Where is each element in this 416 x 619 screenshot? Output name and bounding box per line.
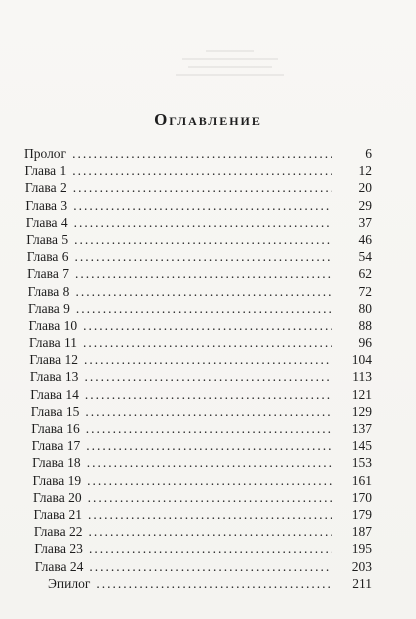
toc-leader-dots xyxy=(84,368,332,385)
toc-entry-page: 88 xyxy=(358,317,372,333)
toc-entry-label: Глава 5 xyxy=(26,231,69,247)
table-of-contents xyxy=(24,145,372,592)
toc-entry-page: 121 xyxy=(351,386,372,402)
toc-entry-page: 104 xyxy=(351,352,372,368)
toc-entry-page: 80 xyxy=(358,300,372,316)
toc-entry xyxy=(24,351,372,368)
toc-leader-dots xyxy=(86,437,332,454)
toc-entry-label: Глава 9 xyxy=(28,300,70,316)
toc-entry-page: 37 xyxy=(358,214,372,230)
toc-entry-label: Глава 19 xyxy=(32,472,82,488)
toc-entry-page: 46 xyxy=(358,231,372,247)
toc-entry-page: 137 xyxy=(351,421,372,436)
toc-leader-dots xyxy=(89,558,332,575)
toc-leader-dots xyxy=(88,523,332,540)
toc-entry-page: 29 xyxy=(358,197,372,213)
toc-entry-page: 170 xyxy=(351,489,372,505)
toc-leader-dots xyxy=(72,145,332,162)
page-title: Оглавление xyxy=(154,110,262,129)
toc-leader-dots xyxy=(85,386,332,403)
toc-entry xyxy=(24,334,372,351)
toc-entry xyxy=(24,472,372,489)
toc-leader-dots xyxy=(87,472,332,489)
toc-leader-dots xyxy=(87,454,332,471)
toc-entry-page: 211 xyxy=(352,575,372,591)
toc-entry xyxy=(24,317,372,334)
bleed-through-text xyxy=(170,50,290,82)
toc-entry xyxy=(24,489,372,506)
toc-entry xyxy=(24,506,372,523)
toc-leader-dots xyxy=(73,179,332,196)
toc-entry-label: Глава 18 xyxy=(32,455,81,471)
toc-leader-dots xyxy=(83,317,332,334)
toc-entry-page: 72 xyxy=(358,283,372,299)
toc-entry-page: 195 xyxy=(351,541,372,557)
toc-entry-label: Глава 12 xyxy=(29,352,78,368)
toc-leader-dots xyxy=(76,300,332,317)
toc-entry xyxy=(24,575,372,592)
toc-entry-label: Глава 4 xyxy=(25,214,68,230)
toc-entry-page: 203 xyxy=(351,558,372,574)
toc-entry-label: Глава 16 xyxy=(31,421,80,436)
toc-entry-label: Глава 7 xyxy=(27,266,69,282)
toc-leader-dots xyxy=(74,231,332,248)
toc-entry xyxy=(24,386,372,403)
toc-leader-dots xyxy=(75,248,332,265)
toc-entry-page: 6 xyxy=(365,146,372,161)
toc-entry xyxy=(24,248,372,265)
toc-entry-page: 153 xyxy=(351,455,372,471)
toc-entry xyxy=(24,403,372,420)
toc-entry-page: 20 xyxy=(358,180,372,196)
toc-entry-page: 187 xyxy=(351,524,372,540)
toc-entry-label: Глава 21 xyxy=(33,506,83,522)
toc-entry-page: 145 xyxy=(351,438,372,454)
toc-entry-label: Глава 10 xyxy=(28,317,78,333)
toc-entry xyxy=(24,283,372,300)
toc-entry-page: 161 xyxy=(351,472,372,488)
toc-entry xyxy=(24,300,372,317)
toc-leader-dots xyxy=(86,420,332,437)
toc-entry-label: Эпилог xyxy=(48,575,91,591)
toc-entry-page: 113 xyxy=(352,369,372,385)
toc-leader-dots xyxy=(83,334,332,351)
toc-entry-label: Глава 11 xyxy=(28,335,78,351)
toc-entry xyxy=(24,231,372,248)
toc-entry xyxy=(24,265,372,282)
toc-entry-label: Глава 17 xyxy=(31,438,81,454)
toc-leader-dots xyxy=(72,162,332,179)
toc-entry xyxy=(24,523,372,540)
toc-entry-label: Глава 23 xyxy=(34,541,83,557)
toc-leader-dots xyxy=(74,214,332,231)
toc-leader-dots xyxy=(96,575,332,592)
toc-entry xyxy=(24,454,372,471)
toc-leader-dots xyxy=(89,540,332,557)
toc-leader-dots xyxy=(75,283,332,300)
toc-entry-label: Глава 2 xyxy=(24,180,67,196)
toc-entry xyxy=(24,162,372,179)
toc-entry xyxy=(24,145,372,162)
toc-entry-label: Глава 24 xyxy=(34,558,84,574)
toc-entry-label: Глава 1 xyxy=(24,163,67,179)
toc-leader-dots xyxy=(88,489,332,506)
toc-entry-page: 96 xyxy=(358,335,372,351)
toc-entry xyxy=(24,437,372,454)
toc-entry-label: Глава 15 xyxy=(30,403,80,419)
toc-entry-page: 12 xyxy=(358,163,372,179)
toc-entry-page: 62 xyxy=(358,266,372,282)
toc-entry-label: Пролог xyxy=(24,146,67,161)
toc-entry xyxy=(24,368,372,385)
toc-entry-page: 129 xyxy=(351,403,372,419)
toc-entry xyxy=(24,540,372,557)
toc-entry xyxy=(24,420,372,437)
toc-entry-label: Глава 14 xyxy=(30,386,79,402)
toc-entry-label: Глава 13 xyxy=(29,369,79,385)
toc-leader-dots xyxy=(84,351,332,368)
toc-entry-label: Глава 22 xyxy=(33,524,83,540)
toc-leader-dots xyxy=(73,197,332,214)
toc-entry-label: Глава 8 xyxy=(27,283,70,299)
toc-entry-label: Глава 6 xyxy=(26,249,69,265)
toc-leader-dots xyxy=(85,403,332,420)
toc-entry xyxy=(24,558,372,575)
toc-leader-dots xyxy=(88,506,332,523)
toc-entry xyxy=(24,214,372,231)
toc-entry-page: 54 xyxy=(358,249,372,265)
toc-entry-label: Глава 3 xyxy=(25,197,68,213)
toc-entry-label: Глава 20 xyxy=(33,489,82,505)
toc-entry-page: 179 xyxy=(351,506,372,522)
toc-entry xyxy=(24,197,372,214)
toc-leader-dots xyxy=(75,265,332,282)
toc-entry xyxy=(24,179,372,196)
